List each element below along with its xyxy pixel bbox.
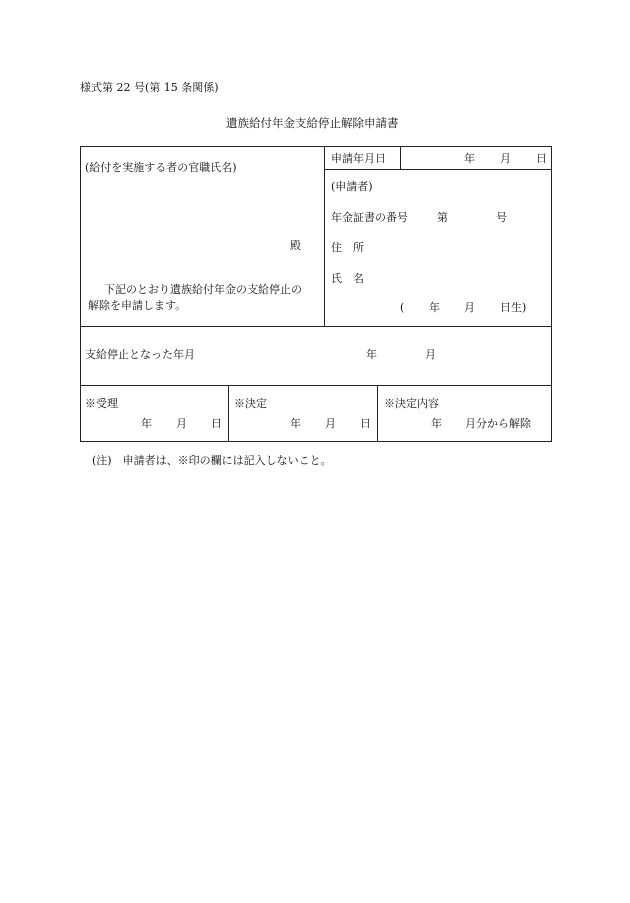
applicant-label: (申請者) (331, 180, 373, 193)
decision-month: 月 (325, 417, 336, 430)
application-date-day: 日 (536, 152, 547, 165)
application-date-month: 月 (500, 152, 511, 165)
statement-line2: 解除を申請します。 (88, 299, 187, 312)
divider-date-label (400, 146, 401, 170)
divider-bottom-right (377, 385, 378, 442)
divider-top-vertical (324, 146, 325, 327)
suspension-month: 月 (425, 348, 436, 361)
decision-day: 日 (360, 417, 371, 430)
birth-month: 月 (464, 301, 475, 314)
decision-label: ※決定 (234, 397, 267, 410)
statement-line1: 下記のとおり遺族給付年金の支給停止の (104, 283, 302, 296)
divider-date-row (324, 169, 552, 170)
cert-prefix: 第 (437, 211, 448, 224)
address-label: 住 所 (331, 241, 364, 254)
divider-top-middle (80, 326, 552, 327)
divider-middle-bottom (80, 385, 552, 386)
divider-bottom-left (228, 385, 229, 442)
application-date-label: 申請年月日 (331, 152, 386, 165)
birth-year: 年 (429, 301, 440, 314)
footnote: (注) 申請者は、※印の欄には記入しないこと。 (92, 454, 332, 467)
birth-open: ( (400, 301, 405, 314)
application-date-year: 年 (464, 152, 475, 165)
honorific: 殿 (290, 239, 301, 252)
decision-content-label: ※決定内容 (384, 397, 439, 410)
suspension-label: 支給停止となった年月 (85, 348, 195, 361)
cert-suffix: 号 (496, 211, 507, 224)
received-month: 月 (176, 417, 187, 430)
suspension-year: 年 (366, 348, 377, 361)
received-day: 日 (211, 417, 222, 430)
form-number: 様式第 22 号(第 15 条関係) (80, 81, 219, 94)
name-label: 氏 名 (331, 272, 364, 285)
received-year: 年 (141, 417, 152, 430)
pension-cert-label: 年金証書の番号 (331, 211, 408, 224)
recipient-label: (給付を実施する者の官職氏名) (85, 161, 237, 174)
decision-content-release: 月分から解除 (465, 417, 531, 430)
decision-year: 年 (290, 417, 301, 430)
decision-content-year: 年 (431, 417, 442, 430)
received-label: ※受理 (85, 397, 118, 410)
birth-day: 日生) (500, 301, 527, 314)
page-title: 遺族給付年金支給停止解除申請書 (226, 116, 399, 130)
